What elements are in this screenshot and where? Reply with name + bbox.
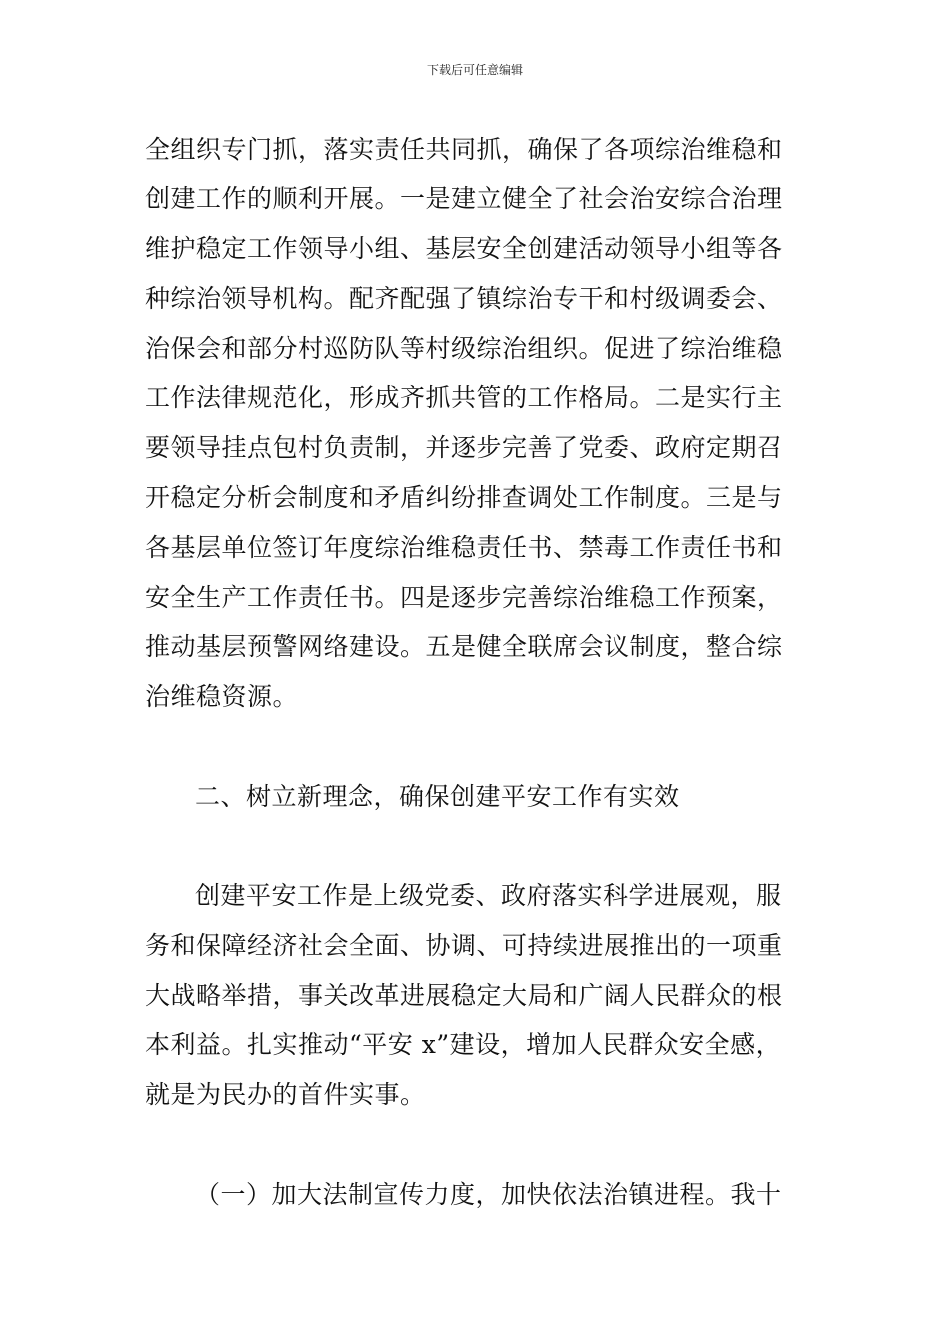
body-line: 要领导挂点包村负责制，并逐步完善了党委、政府定期召 bbox=[145, 433, 783, 462]
body-line: 本利益。扎实推动“平安 x”建设，增加人民群众安全感， bbox=[145, 1030, 782, 1059]
body-line: 治保会和部分村巡防队等村级综治组织。促进了综治维稳 bbox=[145, 334, 783, 363]
body-line: 推动基层预警网络建设。五是健全联席会议制度，整合综 bbox=[145, 632, 783, 661]
body-line: 务和保障经济社会全面、协调、可持续进展推出的一项重 bbox=[145, 931, 783, 960]
body-line: 治维稳资源。 bbox=[145, 682, 299, 711]
subsection-line: （一）加大法制宣传力度，加快依法治镇进程。我十 bbox=[195, 1180, 782, 1209]
body-line: 各基层单位签订年度综治维稳责任书、禁毒工作责任书和 bbox=[145, 533, 783, 562]
body-line: 全组织专门抓，落实责任共同抓，确保了各项综治维稳和 bbox=[145, 135, 783, 164]
section-heading: 二、树立新理念，确保创建平安工作有实效 bbox=[195, 782, 680, 811]
page-header: 下载后可任意编辑 bbox=[426, 63, 523, 77]
body-line: 创建平安工作是上级党委、政府落实科学进展观，服 bbox=[195, 881, 782, 910]
body-line: 种综治领导机构。配齐配强了镇综治专干和村级调委会、 bbox=[145, 284, 783, 313]
body-line: 维护稳定工作领导小组、基层安全创建活动领导小组等各 bbox=[145, 234, 783, 263]
body-line: 开稳定分析会制度和矛盾纠纷排查调处工作制度。三是与 bbox=[145, 483, 783, 512]
body-line: 工作法律规范化，形成齐抓共管的工作格局。二是实行主 bbox=[145, 383, 783, 412]
body-line: 创建工作的顺利开展。一是建立健全了社会治安综合治理 bbox=[145, 184, 783, 213]
body-line: 大战略举措，事关改革进展稳定大局和广阔人民群众的根 bbox=[145, 981, 783, 1010]
body-line: 就是为民办的首件实事。 bbox=[145, 1080, 426, 1109]
body-line: 安全生产工作责任书。四是逐步完善综治维稳工作预案， bbox=[145, 583, 783, 612]
